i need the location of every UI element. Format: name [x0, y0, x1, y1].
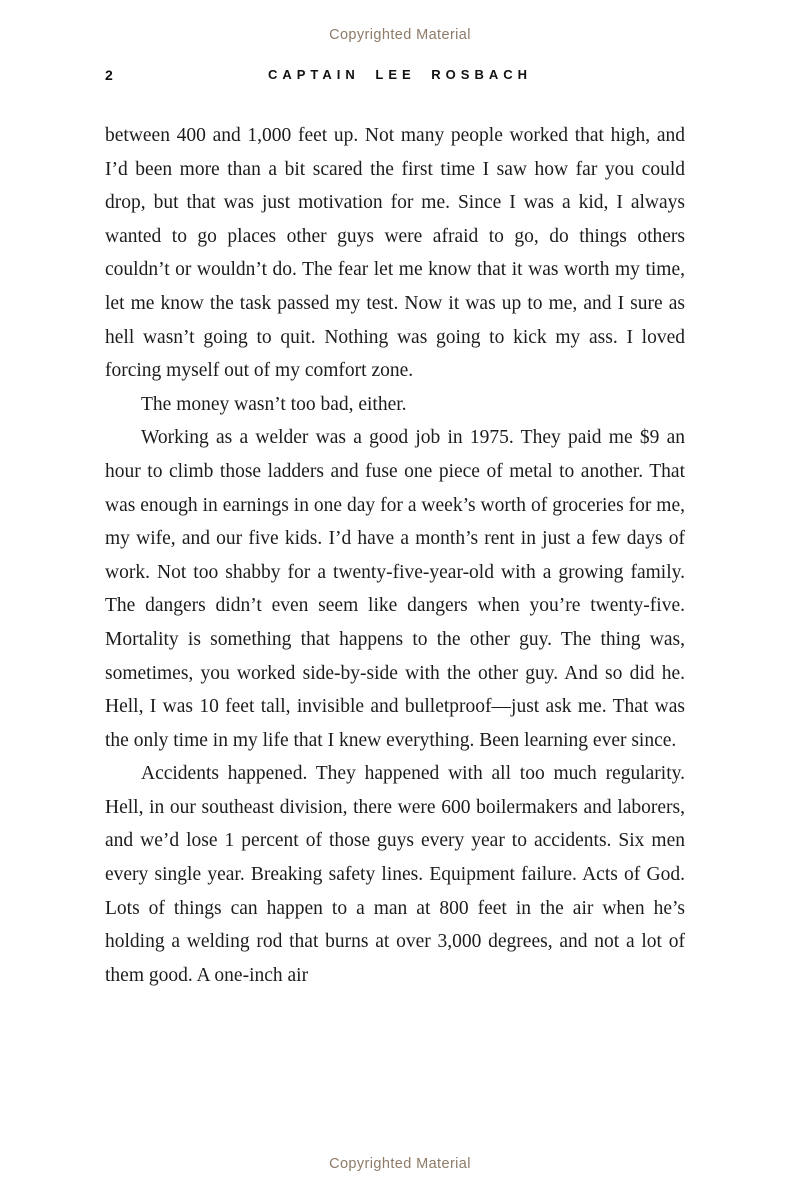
page-number: 2 — [105, 67, 114, 83]
paragraph: Accidents happened. They happened with all too much regularity. Hell, in our southeast division, there were 600 boilermakers and laborers, and we’d lose 1 percent of those guys every year to accidents. Six men every single year. Breaking safety lines. Equipment failure. Acts of God. Lots of things can happen to a man at 800 feet in the air when he’s holding a welding rod that burns at over 3,000 degrees, and not a lot of them good. A one-inch air — [105, 763, 685, 986]
page-header — [0, 67, 800, 85]
page-body — [105, 119, 685, 992]
running-title: CAPTAIN LEE ROSBACH — [267, 67, 533, 82]
paragraph: Working as a welder was a good job in 1975. They paid me $9 an hour to climb those ladders and fuse one piece of metal to another. That was enough in earnings in one day for a week’s worth of groceries for me, my wife, and our five kids. I’d have a month’s rent in just a few days of work. Not too shabby for a twenty-five-year-old with a growing family. The dangers didn’t even seem like dangers when you’re twenty-five. Mortality is something that happens to the other guy. The thing was, sometimes, you worked side-by-side with the other guy. And so did he. Hell, I was 10 feet tall, invisible and bulletproof—just ask me. That was the only time in my life that I knew everything. Been learning ever since. — [105, 427, 685, 751]
copyright-notice-top: Copyrighted Material — [329, 27, 471, 43]
copyright-notice-bottom: Copyrighted Material — [329, 1156, 471, 1172]
paragraph: between 400 and 1,000 feet up. Not many people worked that high, and I’d been more than a bit scared the first time I saw how far you could drop, but that was just motivation for me. Since I was a kid, I always wanted to go places other guys were afraid to go, do things others couldn’t or wouldn’t do. The fear let me know that it was worth my time, let me know the task passed my test. Now it was up to me, and I sure as hell wasn’t going to quit. Nothing was going to kick my ass. I loved forcing myself out of my comfort zone. — [105, 125, 685, 382]
paragraph: The money wasn’t too bad, either. — [141, 393, 407, 415]
